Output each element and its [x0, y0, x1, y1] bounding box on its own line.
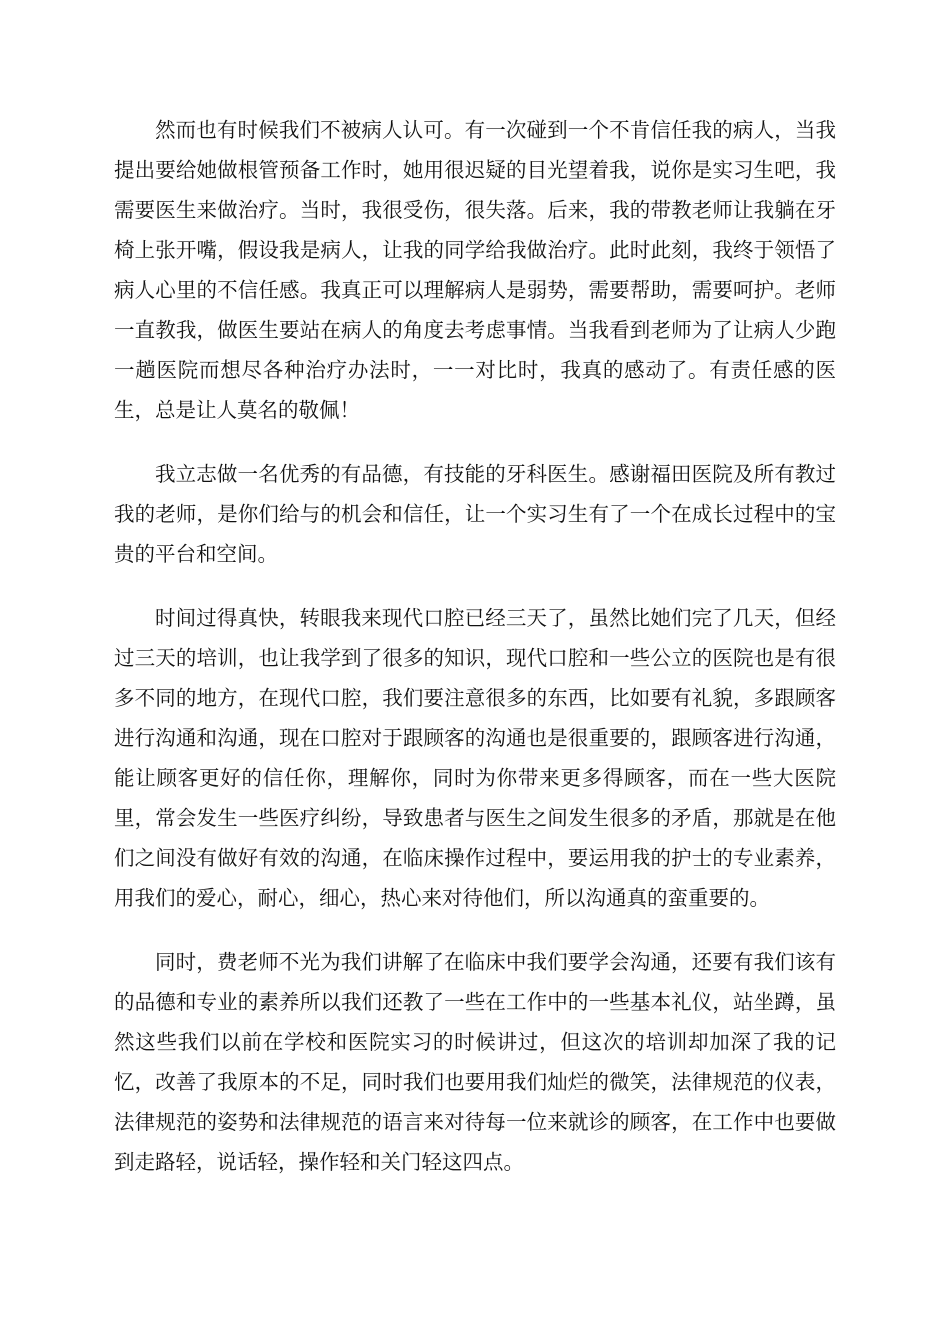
paragraph-2: 我立志做一名优秀的有品德，有技能的牙科医生。感谢福田医院及所有教过我的老师，是你们给与的机会和信任，让一个实习生有了一个在成长过程中的宝贵的平台和空间。	[114, 462, 836, 566]
paragraph-1: 然而也有时候我们不被病人认可。有一次碰到一个不肯信任我的病人，当我提出要给她做根管预备工作时，她用很迟疑的目光望着我，说你是实习生吧，我需要医生来做治疗。当时，我很受伤，很失落。后来，我的带教老师让我躺在牙椅上张开嘴，假设我是病人，让我的同学给我做治疗。此时此刻，我终于领悟了病人心里的不信任感。我真正可以理解病人是弱势，需要帮助，需要呵护。老师一直教我，做医生要站在病人的角度去考虑事情。当我看到老师为了让病人少跑一趟医院而想尽各种治疗办法时，一一对比时，我真的感动了。有责任感的医生，总是让人莫名的敬佩！	[114, 118, 836, 422]
paragraph-4: 同时，费老师不光为我们讲解了在临床中我们要学会沟通，还要有我们该有的品德和专业的素养所以我们还教了一些在工作中的一些基本礼仪，站坐蹲，虽然这些我们以前在学校和医院实习的时候讲过，但这次的培训却加深了我的记忆，改善了我原本的不足，同时我们也要用我们灿烂的微笑，法律规范的仪表，法律规范的姿势和法律规范的语言来对待每一位来就诊的顾客，在工作中也要做到走路轻，说话轻，操作轻和关门轻这四点。	[114, 950, 836, 1174]
paragraph-3: 时间过得真快，转眼我来现代口腔已经三天了，虽然比她们完了几天，但经过三天的培训，也让我学到了很多的知识，现代口腔和一些公立的医院也是有很多不同的地方，在现代口腔，我们要注意很多的东西，比如要有礼貌，多跟顾客进行沟通和沟通，现在口腔对于跟顾客的沟通也是很重要的，跟顾客进行沟通，能让顾客更好的信任你，理解你，同时为你带来更多得顾客，而在一些大医院里，常会发生一些医疗纠纷，导致患者与医生之间发生很多的矛盾，那就是在他们之间没有做好有效的沟通，在临床操作过程中，要运用我的护士的专业素养，用我们的爱心，耐心，细心，热心来对待他们，所以沟通真的蛮重要的。	[114, 606, 836, 910]
document-body	[114, 110, 836, 1206]
